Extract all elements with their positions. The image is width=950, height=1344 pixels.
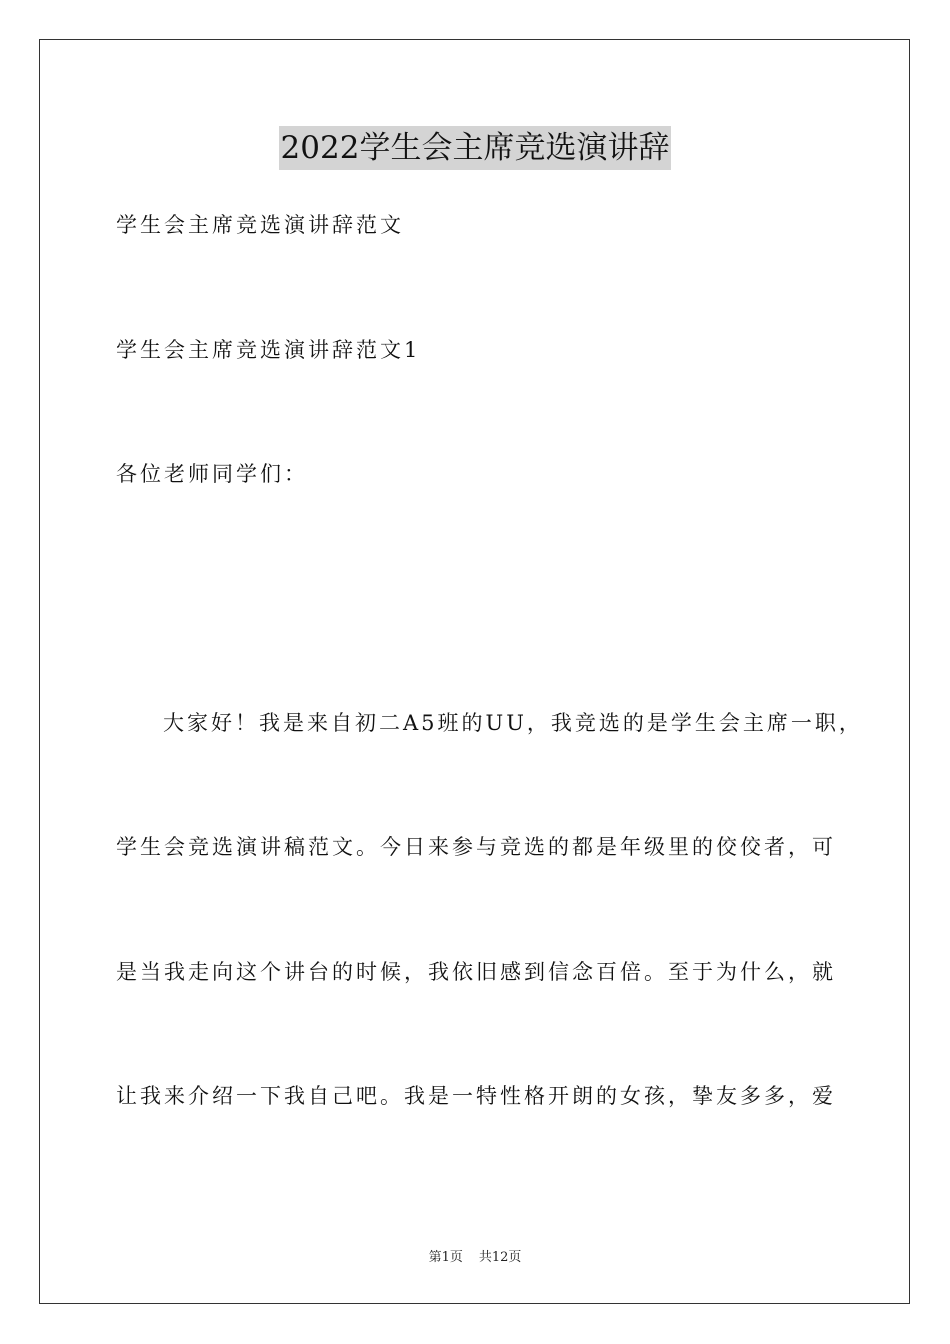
subtitle: 学生会主席竞选演讲辞范文	[116, 213, 404, 237]
body-line-1: 大家好！我是来自初二A5班的UU，我竞选的是学生会主席一职，	[163, 711, 863, 735]
page-footer	[0, 1249, 950, 1267]
body-line-4: 让我来介绍一下我自己吧。我是一特性格开朗的女孩，挚友多多，爱	[116, 1084, 836, 1108]
document-title-container	[0, 126, 950, 170]
page-number: 第1页	[428, 1250, 463, 1265]
section-heading: 学生会主席竞选演讲辞范文1	[116, 338, 421, 362]
page-total: 共12页	[478, 1250, 522, 1265]
document-title: 2022学生会主席竞选演讲辞	[279, 126, 672, 170]
body-line-3: 是当我走向这个讲台的时候，我依旧感到信念百倍。至于为什么，就	[116, 960, 836, 984]
body-line-2: 学生会竞选演讲稿范文。今日来参与竞选的都是年级里的佼佼者，可	[116, 835, 836, 859]
salutation: 各位老师同学们：	[116, 462, 308, 486]
